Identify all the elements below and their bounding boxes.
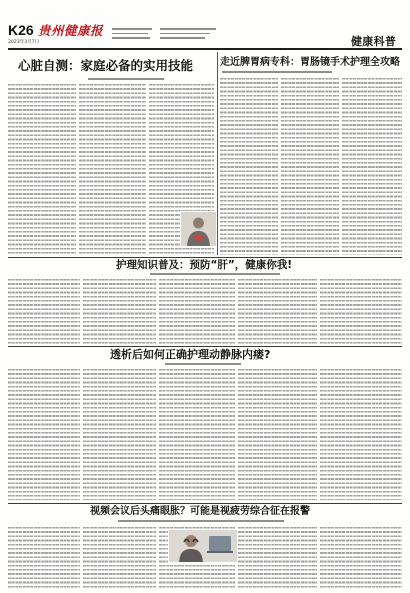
body-text-column [320, 527, 402, 589]
body-text-column [238, 279, 317, 344]
byline [222, 71, 332, 73]
byline [150, 273, 280, 275]
issue-date: 2023年3月7日 [8, 40, 40, 45]
article-headline: 走近脾胃病专科：胃肠镜手术护理全攻略 [220, 57, 400, 68]
body-text-column [83, 279, 156, 344]
body-text-column [83, 369, 156, 500]
header-rule [8, 48, 402, 50]
article-photo [180, 211, 217, 247]
byline [118, 520, 284, 522]
editor-info-line [112, 33, 148, 35]
contact-info-line [160, 28, 216, 30]
editor-info-line [112, 37, 150, 39]
section-rule [8, 257, 402, 258]
illustration-image [169, 530, 237, 562]
section-rule [8, 346, 402, 347]
body-text-column [220, 78, 278, 255]
body-text-column [8, 279, 80, 344]
article-photo [168, 529, 238, 563]
article-headline: 心脏自测：家庭必备的实用技能 [18, 58, 194, 73]
body-text-column [83, 527, 156, 589]
body-text-column [238, 369, 317, 500]
body-text-column [342, 78, 402, 255]
body-text-column [8, 369, 80, 500]
editor-info-line [112, 28, 152, 30]
article-headline: 视频会议后头痛眼胀？可能是视疲劳综合征在报警 [90, 506, 310, 517]
body-text-column [159, 279, 235, 344]
contact-info-line [160, 37, 205, 39]
body-text-column [8, 84, 76, 255]
body-text-column [281, 78, 339, 255]
article-headline: 护理知识普及：预防“肝”，健康你我! [116, 259, 293, 271]
body-text-column [79, 84, 146, 255]
body-text-column [320, 369, 402, 500]
body-text-column [320, 279, 402, 344]
body-text-column [159, 369, 235, 500]
byline [165, 363, 241, 365]
section-title: 健康科普 [351, 35, 397, 48]
masthead-logo: 贵州健康报 [38, 23, 104, 38]
byline [88, 78, 164, 80]
body-text-column [8, 527, 80, 589]
illustration-image [181, 212, 216, 246]
article-headline: 透析后如何正确护理动静脉内瘘? [110, 348, 271, 361]
section-rule [8, 503, 402, 504]
contact-info-line [160, 33, 210, 35]
page-number: K26 [8, 22, 34, 38]
column-divider [217, 52, 218, 255]
body-text-column [238, 527, 317, 589]
